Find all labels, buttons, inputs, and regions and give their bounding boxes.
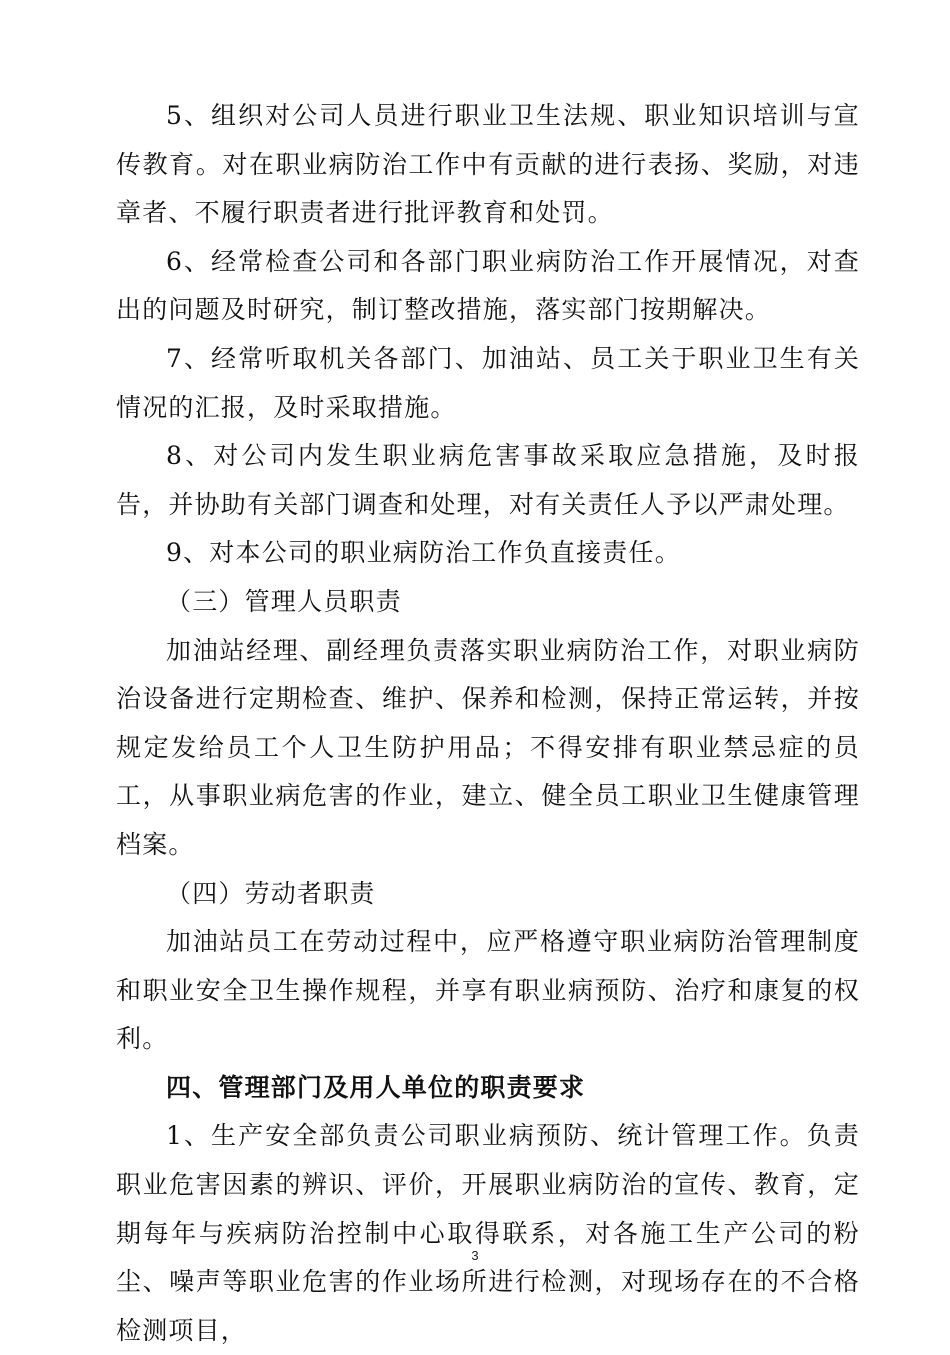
document-body [116, 92, 860, 1355]
paragraph-management-duties: 加油站经理、副经理负责落实职业病防治工作，对职业病防治设备进行定期检查、维护、保养和检测，保持正常运转，并按规定发给员工个人卫生防护用品；不得安排有职业禁忌症的员工，从事职业病危害的作业，建立、健全员工职业卫生健康管理档案。 [116, 635, 860, 859]
paragraph-item-5: 5、组织对公司人员进行职业卫生法规、职业知识培训与宣传教育。对在职业病防治工作中有贡献的进行表扬、奖励，对违章者、不履行职责者进行批评教育和处罚。 [116, 101, 860, 228]
subheading-worker-duties: （四）劳动者职责 [166, 878, 376, 908]
paragraph-item-8: 8、对公司内发生职业病危害事故采取应急措施，及时报告，并协助有关部门调查和处理，对有关责任人予以严肃处理。 [116, 441, 860, 519]
paragraph-item-7: 7、经常听取机关各部门、加油站、员工关于职业卫生有关情况的汇报，及时采取措施。 [116, 343, 860, 422]
subheading-management-duties: （三）管理人员职责 [166, 586, 402, 616]
paragraph-item-6: 6、经常检查公司和各部门职业病防治工作开展情况，对查出的问题及时研究，制订整改措施，落实部门按期解决。 [116, 246, 860, 325]
page-number: 3 [471, 1248, 479, 1263]
paragraph-item-9: 9、对本公司的职业病防治工作负直接责任。 [166, 538, 681, 568]
paragraph-section-four-item-1: 1、生产安全部负责公司职业病预防、统计管理工作。负责职业危害因素的辨识、评价，开展职业病防治的宣传、教育，定期每年与疾病防治控制中心取得联系，对各施工生产公司的粉尘、噪声等职业危害的作业场所进行检测，对现场存在的不合格检测项目， [116, 1121, 860, 1345]
paragraph-worker-duties: 加油站员工在劳动过程中，应严格遵守职业病防治管理制度和职业安全卫生操作规程，并享有职业病预防、治疗和康复的权利。 [116, 927, 860, 1054]
section-heading-four: 四、管理部门及用人单位的职责要求 [166, 1072, 586, 1102]
